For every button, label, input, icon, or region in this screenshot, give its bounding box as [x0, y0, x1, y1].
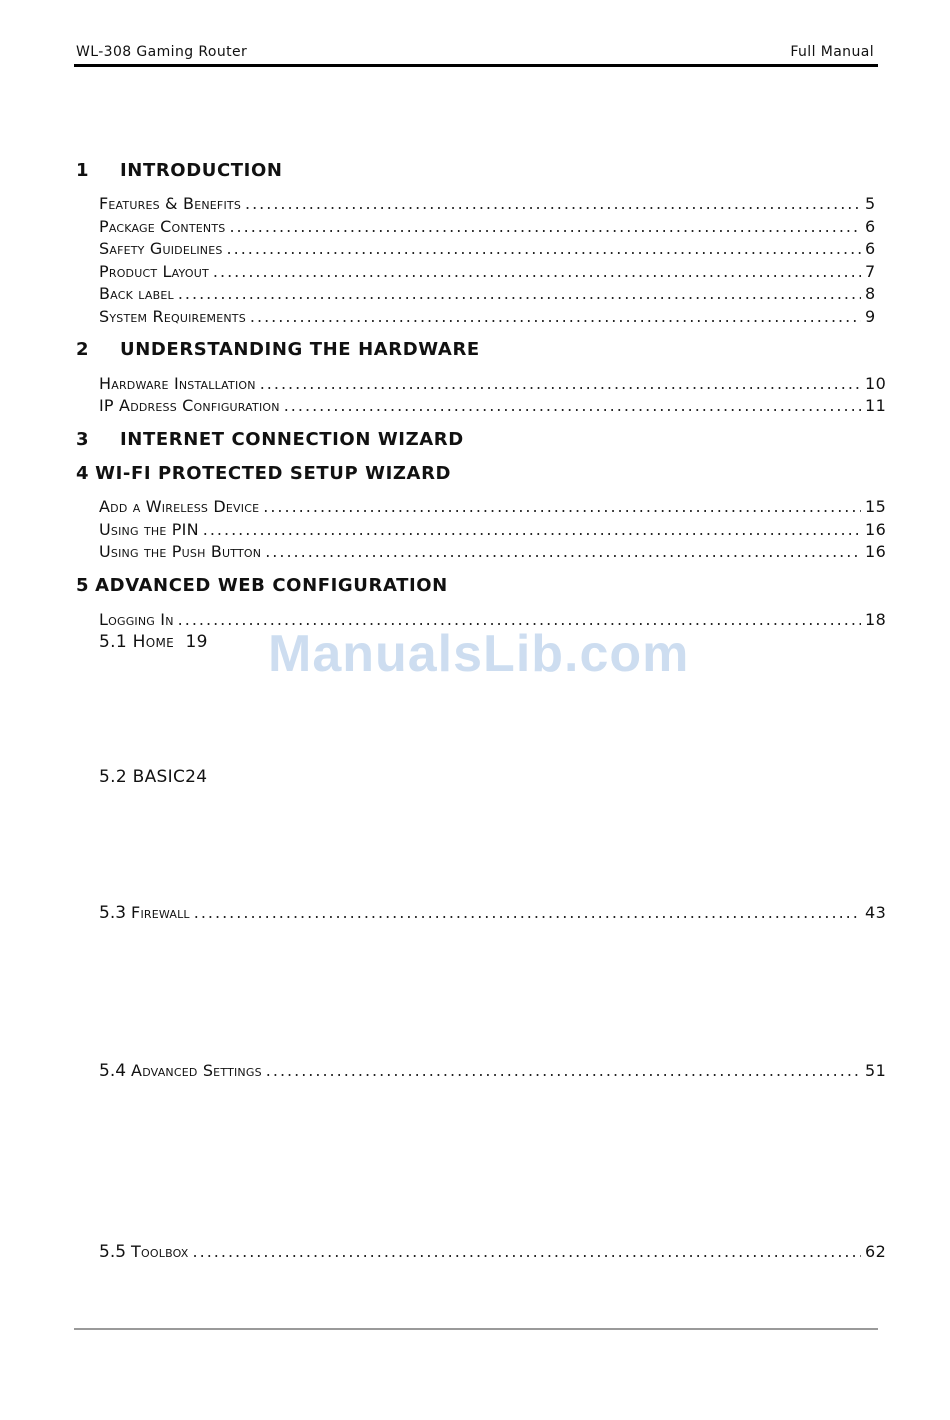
chapter-number: 5	[76, 575, 90, 596]
watermark-logo: ManualsLib.com	[268, 625, 690, 683]
toc-entry-page: 11	[865, 396, 887, 415]
toc-chapter-4[interactable]	[76, 463, 451, 484]
toc-section-5-5[interactable]	[99, 1242, 887, 1264]
leader-dots	[229, 217, 861, 236]
header-manual-name: Full Manual	[790, 44, 874, 60]
leader-dots	[284, 396, 861, 415]
toc-entry-page: 8	[865, 284, 876, 303]
toc-section-5-1[interactable]	[99, 632, 208, 652]
page-header	[76, 44, 874, 64]
section-title: BASIC24	[132, 767, 208, 787]
toc-entry-title: Features & Benefits	[99, 194, 241, 213]
header-rule	[74, 64, 878, 67]
toc-entry-system-requirements[interactable]	[99, 307, 875, 329]
section-title: Toolbox	[131, 1242, 189, 1261]
toc-entry-ip-address-configuration[interactable]	[99, 396, 887, 418]
leader-dots	[213, 262, 861, 281]
toc-entry-title: IP Address Configuration	[99, 396, 280, 415]
chapter-number: 2	[76, 339, 90, 360]
toc-entry-page: 7	[865, 262, 876, 281]
toc-entry-page: 16	[865, 520, 887, 539]
toc-entry-title: Safety Guidelines	[99, 239, 223, 258]
toc-section-5-4[interactable]	[99, 1061, 887, 1083]
toc-entry-page: 6	[865, 217, 876, 236]
toc-entry-title: Product Layout	[99, 262, 209, 281]
toc-entry-page: 18	[865, 610, 887, 629]
toc-section-5-2[interactable]	[99, 767, 207, 787]
leader-dots	[260, 374, 861, 393]
toc-entry-page: 16	[865, 542, 887, 561]
toc-entry-safety-guidelines[interactable]	[99, 239, 875, 261]
toc-entry-using-pin[interactable]	[99, 520, 887, 542]
leader-dots	[263, 497, 861, 516]
section-title: Home	[132, 632, 175, 652]
toc-entry-features-benefits[interactable]	[99, 194, 875, 216]
toc-entry-product-layout[interactable]	[99, 262, 875, 284]
toc-entry-title: Using the PIN	[99, 520, 199, 539]
toc-entry-title: System Requirements	[99, 307, 246, 326]
header-product-name: WL-308 Gaming Router	[76, 44, 248, 60]
toc-entry-title: Package Contents	[99, 217, 226, 236]
chapter-title: ADVANCED WEB CONFIGURATION	[95, 575, 448, 596]
leader-dots	[245, 194, 861, 213]
toc-entry-package-contents[interactable]	[99, 217, 875, 239]
leader-dots	[203, 520, 861, 539]
leader-dots	[194, 903, 861, 922]
leader-dots	[266, 1061, 861, 1080]
toc-entry-page: 10	[865, 374, 887, 393]
toc-entry-back-label[interactable]	[99, 284, 875, 306]
toc-entry-add-wireless-device[interactable]	[99, 497, 887, 519]
toc-entry-title: Using the Push Button	[99, 542, 262, 561]
section-title: Firewall	[131, 903, 190, 922]
leader-dots	[265, 542, 861, 561]
chapter-title: UNDERSTANDING THE HARDWARE	[120, 339, 480, 360]
toc-entry-title: Hardware Installation	[99, 374, 256, 393]
leader-dots	[250, 307, 861, 326]
toc-entry-page: 15	[865, 497, 887, 516]
chapter-title: WI-FI PROTECTED SETUP WIZARD	[95, 463, 452, 484]
section-page: 19	[185, 632, 208, 652]
section-page: 51	[865, 1061, 887, 1080]
section-title: Advanced Settings	[131, 1061, 262, 1080]
toc-entry-title: Logging In	[99, 610, 174, 629]
toc-chapter-3[interactable]	[76, 429, 464, 450]
toc-section-5-3[interactable]	[99, 903, 887, 925]
toc-chapter-2[interactable]	[76, 339, 480, 360]
toc-entry-title: Back label	[99, 284, 174, 303]
chapter-number: 4	[76, 463, 90, 484]
section-number: 5.1	[99, 632, 127, 652]
chapter-title: INTERNET CONNECTION WIZARD	[120, 429, 464, 450]
chapter-number: 3	[76, 429, 90, 450]
leader-dots	[227, 239, 861, 258]
toc-entry-page: 6	[865, 239, 876, 258]
chapter-title: INTRODUCTION	[120, 160, 283, 181]
leader-dots	[178, 284, 861, 303]
toc-entry-title: Add a Wireless Device	[99, 497, 260, 516]
toc-entry-page: 9	[865, 307, 876, 326]
section-page: 43	[865, 903, 887, 922]
chapter-number: 1	[76, 160, 90, 181]
toc-chapter-5[interactable]	[76, 575, 448, 596]
section-number: 5.5	[99, 1242, 127, 1262]
section-page: 62	[865, 1242, 887, 1261]
section-number: 5.2	[99, 767, 127, 787]
toc-entry-page: 5	[865, 194, 876, 213]
section-number: 5.3	[99, 903, 127, 923]
leader-dots	[193, 1242, 861, 1261]
section-number: 5.4	[99, 1061, 127, 1081]
toc-entry-hardware-installation[interactable]	[99, 374, 887, 396]
toc-chapter-1[interactable]	[76, 160, 283, 181]
footer-rule	[74, 1328, 878, 1330]
toc-entry-using-push-button[interactable]	[99, 542, 887, 564]
